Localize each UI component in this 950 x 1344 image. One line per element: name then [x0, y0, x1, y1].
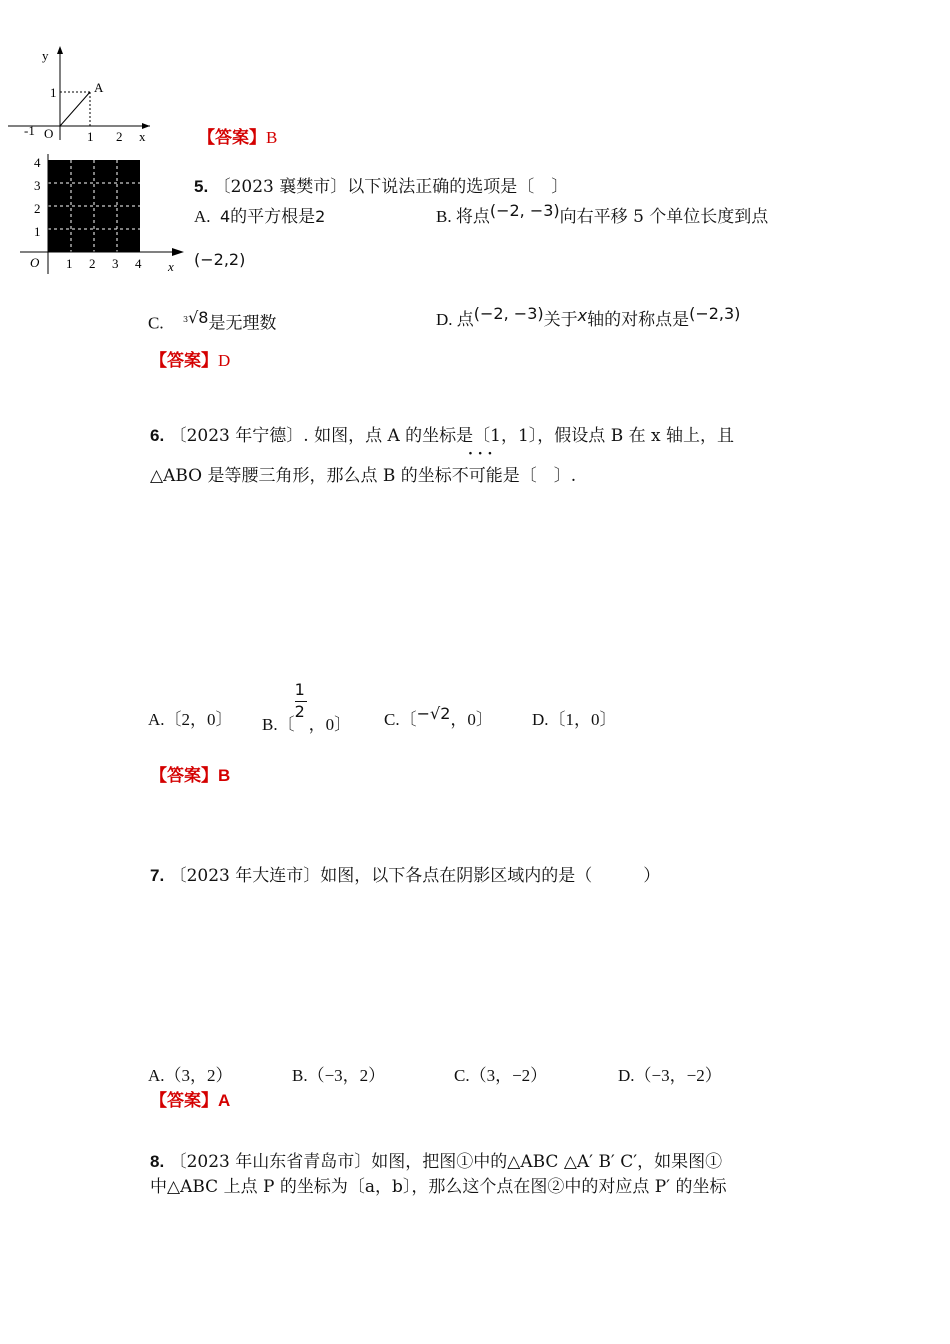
q5-option-d [436, 304, 741, 330]
q4-origin: O [44, 126, 54, 141]
q8-line1 [150, 1152, 722, 1172]
grid-y-tick-1: 1 [34, 224, 41, 239]
answer-tag: 【答案】 [150, 1091, 218, 1111]
answer-letter: D [218, 351, 231, 370]
option-label: B.〔 [262, 715, 295, 734]
grid-y-tick-2: 2 [34, 201, 41, 216]
q7-stem [150, 866, 660, 886]
grid-x-label: x [168, 259, 174, 274]
q8-line2: 中△ABC 上点 P 的坐标为〔a，b〕，那么这个点在图②中的对应点 P′ 的坐标 [150, 1177, 727, 1197]
q7-option-c: C.（3，−2） [454, 1066, 548, 1085]
question-text: 〔2023 年山东省青岛市〕如图，把图①中的△ABC △A′ B′ C′，如果图① [169, 1152, 723, 1172]
q7-answer [150, 1091, 230, 1111]
option-label: B. 将点 [436, 207, 490, 226]
answer-tag: 【答案】 [198, 128, 266, 148]
grid-x-tick-3: 3 [112, 256, 119, 271]
math-point: (−2, −3) [473, 304, 544, 323]
grid-x-tick-1: 1 [66, 256, 73, 271]
q4-answer [198, 128, 277, 148]
option-label: C. [148, 313, 164, 333]
q5-stem [194, 177, 568, 197]
q4-point-a: A [94, 80, 104, 95]
option-text: 是无理数 [208, 313, 277, 334]
q5-option-b-point2: (−2,2) [194, 250, 246, 269]
q5-answer [150, 351, 230, 371]
shaded-grid-figure [12, 150, 192, 280]
option-text: ，0〕 [450, 710, 493, 729]
q6-option-c [384, 704, 493, 730]
question-text: 〔2023 年大连市〕如图，以下各点在阴影区域内的是（ ） [169, 866, 661, 886]
grid-y-tick-3: 3 [34, 178, 41, 193]
q5-option-b [436, 201, 769, 227]
math-point: (−2, −3) [489, 201, 560, 220]
q7-option-b: B.（−3，2） [292, 1066, 386, 1085]
option-label: D. 点 [436, 310, 474, 329]
grid-origin: O [30, 255, 40, 270]
radical: √8 [188, 307, 209, 327]
q5-option-a [194, 207, 325, 227]
q6-option-a: A.〔2，0〕 [148, 710, 233, 729]
math-point: (−2,3) [689, 304, 741, 323]
q4-one-x: 1 [87, 129, 94, 144]
option-text: 的平方根是 [230, 207, 316, 227]
q4-coordinate-figure [0, 40, 160, 150]
q6-option-d: D.〔1，0〕 [532, 710, 617, 729]
grid-y-tick-4: 4 [34, 155, 41, 170]
option-text: 关于 [543, 310, 578, 330]
question-text: 〔2023 襄樊市〕以下说法正确的选项是〔 〕 [213, 177, 569, 197]
fraction-numerator: 1 [294, 680, 305, 699]
q4-one-y: 1 [50, 85, 57, 100]
q4-two-x: 2 [116, 129, 123, 144]
q5-option-c [148, 307, 277, 334]
q6-answer [150, 766, 230, 786]
option-text: ，0〕 [308, 715, 352, 734]
grid-x-tick-2: 2 [89, 256, 96, 271]
grid-x-tick-4: 4 [135, 256, 142, 271]
question-number: 6. [150, 426, 165, 445]
root-index: 3 [183, 315, 189, 324]
option-text: 向右平移 5 个单位长度到点 [559, 207, 769, 227]
answer-letter: B [218, 766, 231, 785]
option-label: C.〔 [384, 710, 417, 729]
math-value: −√2 [416, 704, 451, 723]
option-label: A. [194, 207, 211, 226]
fraction-denominator: 2 [294, 702, 305, 721]
answer-letter: A [218, 1091, 231, 1110]
answer-letter: B [266, 128, 278, 147]
q4-y-label: y [42, 48, 49, 63]
q7-option-a: A.（3，2） [148, 1066, 233, 1085]
emphasis-dots: · · · [468, 446, 493, 462]
option-text: 轴的对称点是 [587, 310, 690, 330]
q6-line2: △ABO 是等腰三角形，那么点 B 的坐标不可能是〔 〕. [150, 466, 577, 486]
answer-tag: 【答案】 [150, 351, 218, 371]
math-value: 4 [219, 207, 231, 226]
answer-tag: 【答案】 [150, 766, 218, 786]
q4-neg1: -1 [24, 123, 35, 138]
q7-option-d: D.（−3，−2） [618, 1066, 722, 1085]
question-number: 8. [150, 1152, 165, 1171]
question-text: 〔2023 年宁德〕. 如图，点 A 的坐标是〔1，1〕，假设点 B 在 x 轴上，且 [169, 426, 734, 446]
math-value: 2 [315, 207, 326, 226]
q6-line1 [150, 426, 734, 446]
question-number: 7. [150, 866, 165, 885]
q6-option-b [262, 680, 352, 735]
q4-x-label: x [139, 129, 146, 144]
question-number: 5. [194, 177, 209, 196]
math-var: x [577, 306, 588, 325]
